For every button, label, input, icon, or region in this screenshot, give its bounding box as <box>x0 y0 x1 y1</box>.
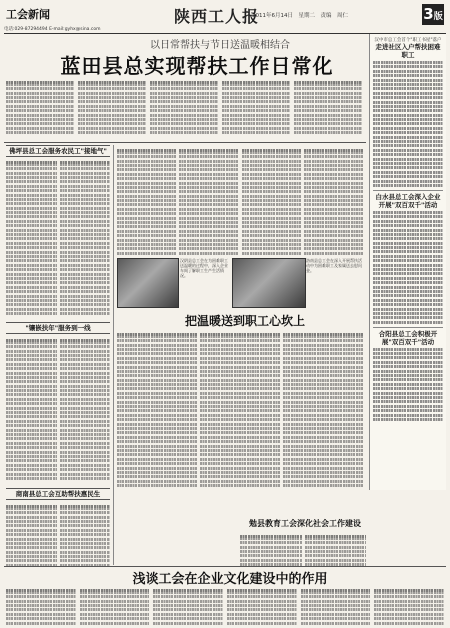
headline-foping: 佛坪县总工会服务农民工"接地气" <box>6 145 110 157</box>
mianxian-article-body <box>240 532 366 540</box>
right-box-baishui-title: 白水县总工会深入企业开展"双百双千"活动 <box>375 192 441 209</box>
right-box-baishui <box>373 190 443 324</box>
headline-xiangqian: "镶嵌扶年"服务到一线 <box>6 322 110 334</box>
middle-upper-body <box>117 146 363 154</box>
middle-lower-body <box>117 330 363 338</box>
right-box-heyang <box>373 327 443 421</box>
right-box-hanzhong-title: 走进社区入户帮扶困难职工 <box>375 43 441 59</box>
paper-name-logo: 陕西工人报 <box>174 7 260 26</box>
headline-shangnan: 商南县总工会互助帮扶惠民生 <box>6 488 110 500</box>
contact-line: 电话:029-87294494 E-mail:gyhx@sina.com <box>4 26 446 34</box>
shangnan-article-body <box>6 502 110 510</box>
right-box-heyang-title: 合阳县总工会积极开展"双百双千"活动 <box>378 329 438 346</box>
foping-article-body <box>6 158 110 166</box>
lead-kicker: 以日常帮扶与节日送温暖相结合 <box>150 40 290 51</box>
xiangqian-article-body <box>6 336 110 344</box>
photo-left <box>117 258 179 308</box>
lead-article-body <box>6 78 362 140</box>
middle-sub-headline: 勉县教育工会深化社会工作建设 <box>249 519 361 528</box>
masthead <box>4 4 446 26</box>
right-box-hanzhong <box>373 37 443 187</box>
lead-headline: 蓝田县总实现帮扶工作日常化 <box>60 54 334 78</box>
right-column <box>369 34 446 490</box>
bottom-headline: 浅谈工会在企业文化建设中的作用 <box>132 572 328 587</box>
section-name: 工会新闻 <box>6 8 50 21</box>
page-number: 3版 <box>423 5 443 23</box>
photo-right <box>232 258 306 308</box>
issue-line: 2011年6月14日 星期二 责编 周仁 <box>252 13 348 19</box>
photo-right-caption: 洛南县总工会在深入开展帮扶活动中为困难职工及家属送去慰问金。 <box>306 258 362 273</box>
right-box-hanzhong-kicker: 汉中市总工会首个"职工书屋"落户 <box>374 38 442 43</box>
photo-left-caption: 汉阴县总工会在为困难职工送温暖的过程中，深入企业车间了解职工生产生活情况。 <box>180 258 228 278</box>
middle-headline: 把温暖送到职工心坎上 <box>184 314 305 328</box>
bottom-article-body <box>6 586 444 594</box>
